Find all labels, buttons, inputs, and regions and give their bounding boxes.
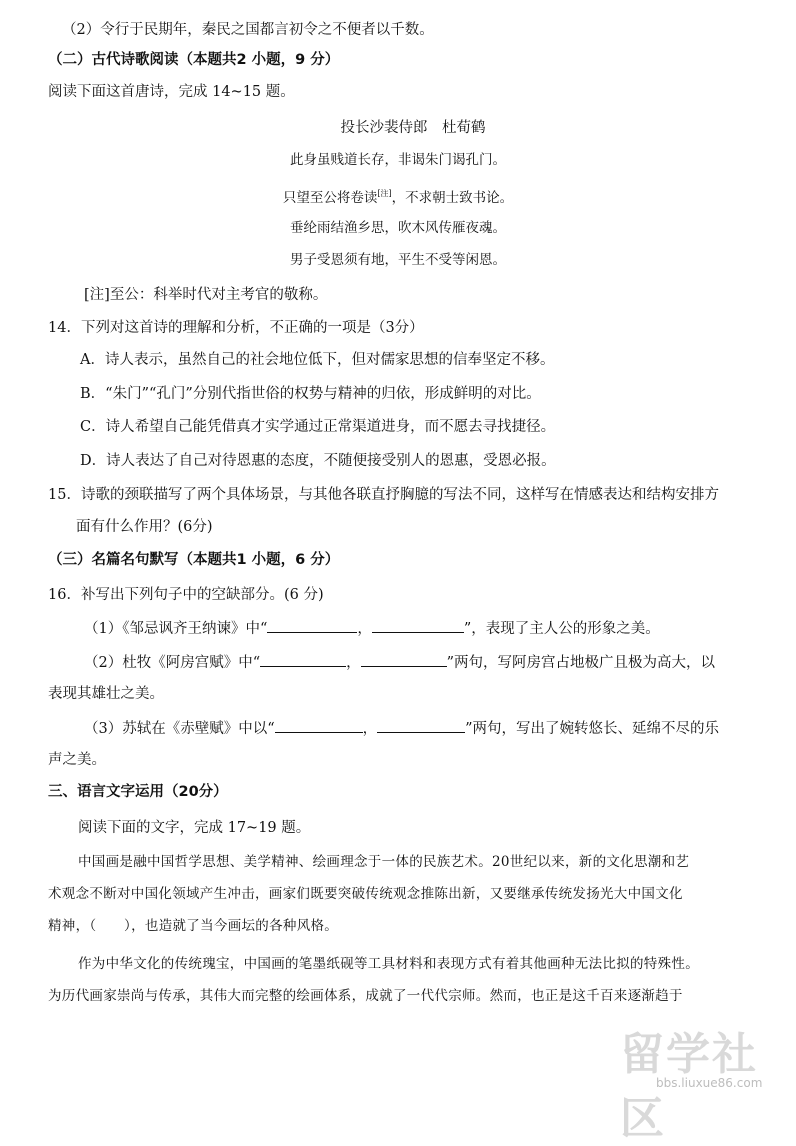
part-1-prefix: （1）《邹忌讽齐王纳谏》中“ (84, 621, 268, 637)
part-2-comma: ， (346, 655, 361, 671)
passage-p1-line-3: 精神，（ ），也造就了当今画坛的各种风格。 (48, 918, 339, 934)
poem-line-1: 此身虽贱道长存，非谒朱门谒孔门。 (290, 152, 506, 168)
section-3-heading: （三）名篇名句默写（本题共1 小题，6 分） (48, 552, 340, 568)
question-16-part-2 (84, 652, 715, 673)
poem-line-4: 男子受恩须有地，平生不受等闲恩。 (290, 252, 506, 268)
question-13-2: （2）令行于民期年，秦民之国都言初令之不便者以千数。 (62, 22, 434, 38)
question-15-line-2: 面有什么作用？(6分) (76, 519, 213, 535)
question-16-part-3 (84, 718, 719, 739)
answer-blank[interactable] (275, 718, 363, 733)
poem-annotation: [注]至公：科举时代对主考官的敬称。 (84, 287, 328, 303)
part-2-prefix: （2）杜牧《阿房宫赋》中“ (84, 655, 261, 671)
section-2-heading: （二）古代诗歌阅读（本题共2 小题，9 分） (48, 52, 340, 68)
poem-title: 投长沙裴侍郎 杜荀鹤 (340, 120, 486, 136)
poem-line-3: 垂纶雨结渔乡思，吹木风传雁夜魂。 (290, 220, 506, 236)
poem-line-2a: 只望至公将卷读 (282, 190, 378, 206)
answer-blank[interactable] (372, 618, 464, 633)
question-14-option-d: D．诗人表达了自己对待恩惠的态度，不随便接受别人的恩惠，受恩必报。 (80, 453, 556, 469)
question-15-line-1: 15．诗歌的颈联描写了两个具体场景，与其他各联直抒胸臆的写法不同，这样写在情感表达和结构安排方 (48, 487, 719, 503)
passage-p1-line-1: 中国画是融中国哲学思想、美学精神、绘画理念于一体的民族艺术。20世纪以来，新的文化思潮和艺 (78, 854, 690, 870)
watermark-logo-text: 留学社区 (620, 1029, 758, 1144)
part-1-suffix: ”，表现了主人公的形象之美。 (463, 621, 660, 637)
answer-blank[interactable] (260, 652, 346, 667)
part-1-comma: ， (357, 621, 372, 637)
part-3-intro: 阅读下面的文字，完成 17~19 题。 (78, 820, 311, 836)
question-16-part-2-line-2: 表现其雄壮之美。 (48, 686, 164, 702)
part-2-suffix: ”两句，写阿房宫占地极广且极为高大，以 (446, 655, 716, 671)
question-14-stem: 14．下列对这首诗的理解和分析，不正确的一项是（3分） (48, 320, 424, 336)
poem-line-2b: ，不求朝士致书论。 (391, 190, 514, 206)
part-3-prefix: （3）苏轼在《赤壁赋》中以“ (84, 721, 275, 737)
question-14-option-c: C．诗人希望自己能凭借真才实学通过正常渠道进身，而不愿去寻找捷径。 (80, 419, 556, 435)
answer-blank[interactable] (361, 652, 447, 667)
passage-p2-line-1: 作为中华文化的传统瑰宝，中国画的笔墨纸砚等工具材料和表现方式有着其他画种无法比拟的特殊性。 (78, 956, 699, 972)
poem-line-2 (0, 184, 796, 208)
question-16-part-1 (84, 618, 660, 639)
poem-note-mark: [注] (377, 189, 392, 198)
part-3-comma: ， (362, 721, 378, 737)
site-watermark (620, 1018, 790, 1144)
passage-p1-line-2: 术观念不断对中国化领域产生冲击，画家们既要突破传统观念推陈出新，又要继承传统发扬光大中国文化 (48, 886, 683, 902)
passage-p2-line-2: 为历代画家崇尚与传承，其伟大而完整的绘画体系，成就了一代代宗师。然而，也正是这千百来逐渐趋于 (48, 988, 683, 1004)
answer-blank[interactable] (267, 618, 357, 633)
question-16-stem: 16．补写出下列句子中的空缺部分。(6 分) (48, 587, 324, 603)
part-3-suffix: ”两句，写出了婉转悠长、延绵不尽的乐 (465, 721, 720, 737)
answer-blank[interactable] (377, 718, 465, 733)
section-2-intro: 阅读下面这首唐诗，完成 14~15 题。 (48, 84, 295, 100)
question-14-option-b: B．“朱门”“孔门”分别代指世俗的权势与精神的归依，形成鲜明的对比。 (80, 386, 541, 402)
question-14-option-a: A．诗人表示，虽然自己的社会地位低下，但对儒家思想的信奉坚定不移。 (80, 352, 555, 368)
question-16-part-3-line-2: 声之美。 (48, 752, 106, 768)
watermark-url: bbs.liuxue86.com (656, 1076, 763, 1090)
part-3-heading: 三、语言文字运用（20分） (48, 784, 228, 800)
